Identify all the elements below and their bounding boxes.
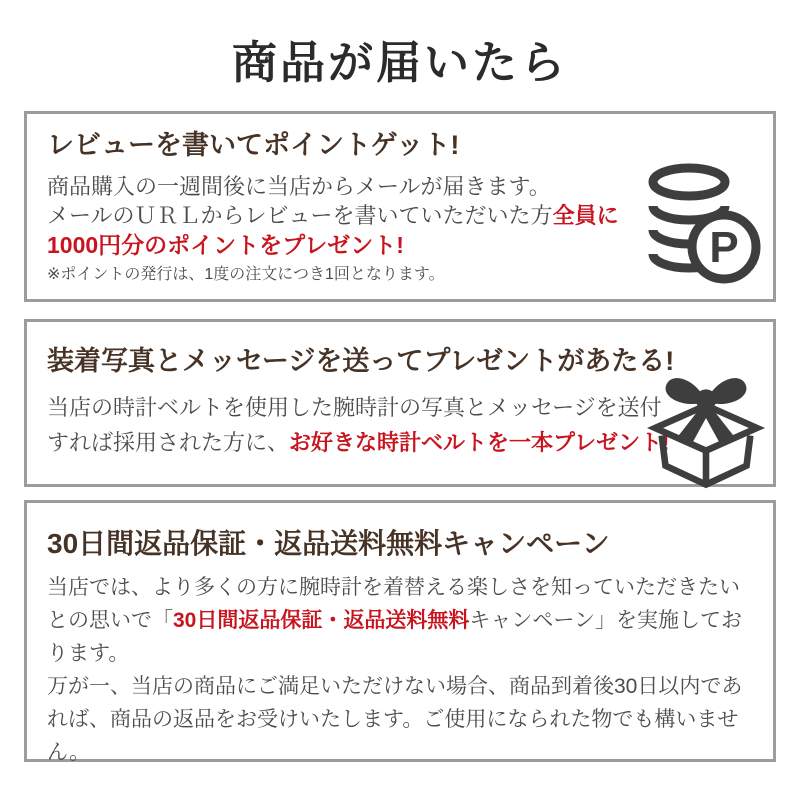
return-box-paragraph1	[47, 571, 755, 670]
return-box-para1-text: 当店では、より多くの方に腕時計を着替える楽しさを知っていただきたいとの思いで「	[47, 576, 740, 632]
photo-box-line2-highlight: お好きな時計ベルトを一本プレゼント!	[289, 430, 670, 455]
review-box-note: ※ポイントの発行は、1度の注文につき1回となります。	[47, 266, 445, 283]
review-box-line2-highlight: 全員に	[552, 203, 619, 228]
info-box-review-points	[24, 111, 776, 302]
photo-box-line2-text: すれば採用された方に、	[47, 430, 290, 455]
return-box-paragraph2: 万が一、当店の商品にご満足いただけない場合、商品到着後30日以内であれば、商品の返品をお受けいたします。ご使用になられた物でも構いません。	[47, 675, 743, 764]
point-icon-letter: P	[709, 223, 739, 272]
point-coins-icon	[645, 162, 761, 291]
review-box-heading: レビューを書いてポイントゲット!	[47, 130, 460, 160]
gift-box-icon	[647, 362, 765, 499]
page-title: 商品が届いたら	[231, 37, 568, 88]
return-box-para1-highlight: 30日間返品保証・返品送料無料	[173, 609, 470, 632]
photo-box-heading: 装着写真とメッセージを送ってプレゼントがあたる!	[47, 346, 675, 376]
info-box-return-guarantee	[24, 500, 776, 762]
review-box-line1: 商品購入の一週間後に当店からメールが届きます。	[47, 174, 551, 199]
review-box-points-offer: 1000円分のポイントをプレゼント!	[47, 232, 404, 258]
return-box-para1-suffix: キャンペーン」を実施しております。	[47, 609, 742, 665]
review-box-line2-text: メールのＵＲＬからレビューを書いていただいた方	[47, 203, 553, 228]
info-box-photo-present	[24, 319, 776, 487]
photo-box-line1: 当店の時計ベルトを使用した腕時計の写真とメッセージを送付	[47, 395, 662, 420]
return-box-heading: 30日間返品保証・返品送料無料キャンペーン	[47, 528, 610, 559]
